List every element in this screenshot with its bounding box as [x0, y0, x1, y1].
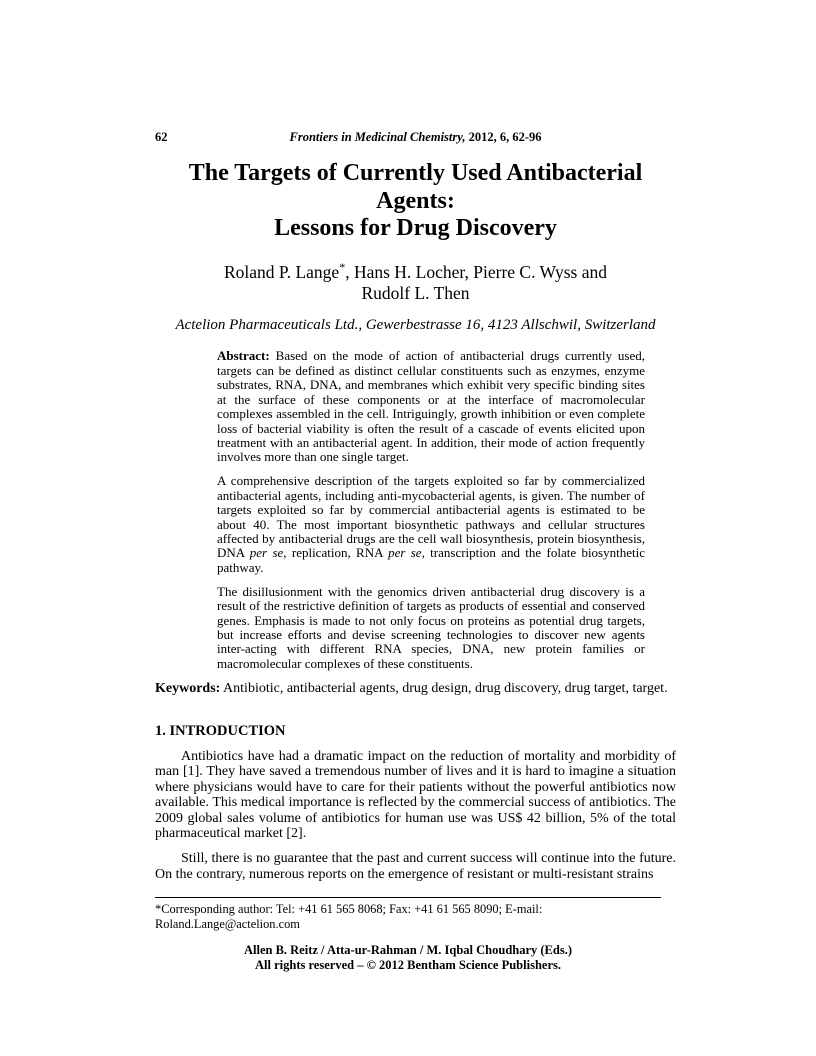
abstract-paragraph-1-text: Based on the mode of action of antibacterial drugs currently used, targets can be defined as distinct cellular constituents such as enzymes, enzyme substrates, RNA, DNA, and membranes which exhibit very specific binding sites at the surface of these components or at the interface of macromolecular complexes assembled in the cell. Intriguingly, growth inhibition or even complete loss of bacterial viability is often the result of a cascade of events elicited upon treatment with an antibacterial agent. In addition, their mode of action frequently involves more than one single target.: [217, 348, 645, 465]
author-names: Roland P. Lange: [223, 261, 340, 282]
publisher-credit: [155, 943, 661, 973]
author-list: [155, 259, 676, 305]
footnote-area: [155, 897, 661, 973]
corresponding-author-mark: *: [339, 259, 346, 274]
abstract-block: [217, 349, 645, 671]
keywords-text: Antibiotic, antibacterial agents, drug design, drug discovery, drug target, target.: [220, 680, 668, 696]
introduction-paragraph-2: Still, there is no guarantee that the past and current success will continue into the future. On the contrary, numerous reports on the emergence of resistant or multi-resistant strains: [155, 851, 676, 882]
copyright-line: All rights reserved – © 2012 Bentham Science Publishers.: [255, 957, 561, 972]
author-name-last: Rudolf L. Then: [361, 283, 470, 304]
abstract-paragraph-3: The disillusionment with the genomics driven antibacterial drug discovery is a result of the restrictive definition of targets as products of essential and conserved genes. Emphasis is made to not only focus on proteins as potential drug targets, but increase efforts and devise screening technologies to discover new agents inter-acting with different RNA species, DNA, new protein families or macromolecular complexes of these constituents.: [217, 583, 645, 671]
running-head: [155, 130, 676, 145]
abstract-paragraph-1: [217, 349, 645, 464]
author-names-continued: , Hans H. Locher, Pierre C. Wyss and: [345, 261, 608, 282]
editors-line: Allen B. Reitz / Atta-ur-Rahman / M. Iqbal Choudhary (Eds.): [243, 943, 573, 958]
keywords-label: Keywords:: [155, 680, 221, 696]
article-title-line2: Lessons for Drug Discovery: [274, 215, 557, 242]
article-title-line1: The Targets of Currently Used Antibacterial Agents:: [188, 160, 643, 214]
affiliation: Actelion Pharmaceuticals Ltd., Gewerbestrasse 16, 4123 Allschwil, Switzerland: [175, 317, 656, 334]
journal-name: Frontiers in Medicinal Chemistry,: [289, 130, 466, 144]
article-title: [155, 160, 676, 243]
page-content: [155, 130, 676, 973]
keywords-line: [155, 681, 676, 697]
correspondence-note: *Corresponding author: Tel: +41 61 565 8068; Fax: +41 61 565 8090; E-mail: Roland.Lange@actelion.com: [155, 902, 543, 932]
introduction-paragraph-1: Antibiotics have had a dramatic impact on the reduction of mortality and morbidity of man [1]. They have saved a tremendous number of lives and it is hard to imagine a situation where physicians would have to care for their patients without the powerful antibiotics now available. This medical importance is reflected by the commercial success of antibiotics. The 2009 global sales volume of antibiotics for human use was US$ 42 billion, 5% of the total pharmaceutical market [2].: [155, 748, 676, 842]
journal-issue: 2012, 6, 62-96: [465, 130, 542, 144]
abstract-paragraph-2: A comprehensive description of the targets exploited so far by commercialized antibacterial agents, including anti-mycobacterial agents, is given. The number of targets exploited so far by commercial antibacterial agents is estimated to be about 40. The most important biosynthetic pathways and cellular structures affected by antibacterial drugs are the cell wall biosynthesis, protein biosynthesis, DNA per se, replication, RNA per se, transcription and the folate biosynthetic pathway.: [217, 473, 645, 575]
section-heading-introduction: 1. INTRODUCTION: [155, 722, 286, 739]
abstract-label: Abstract:: [217, 348, 270, 364]
introduction-body: [155, 749, 676, 882]
journal-reference: [155, 130, 676, 145]
page-number: 62: [155, 130, 168, 144]
